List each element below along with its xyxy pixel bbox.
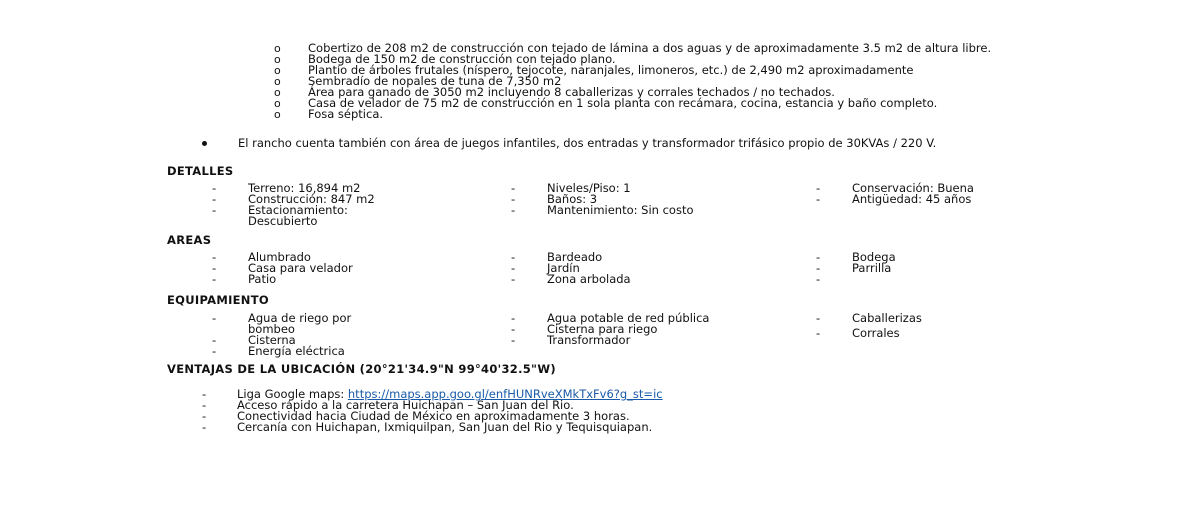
item-text: Mantenimiento: Sin costo <box>547 203 694 217</box>
dash-bullet-icon: - <box>511 192 516 206</box>
dash-bullet-icon: - <box>816 250 821 264</box>
list-item <box>212 274 458 285</box>
item-text: Parrilla <box>852 261 892 275</box>
main-bullet-item <box>232 138 1018 149</box>
item-text: Bardeado <box>547 250 603 264</box>
item-text: Jardín <box>547 261 580 275</box>
item-text: Agua de riego por bombeo <box>248 311 352 336</box>
detalles-column-2 <box>511 183 771 216</box>
sub-item-text: Plantío de árboles frutales (níspero, tejocote, naranjales, limoneros, etc.) de 2,490 m2 aproximadamente <box>308 63 914 77</box>
equipamiento-column-3 <box>816 313 1076 339</box>
dash-bullet-icon: - <box>511 322 516 336</box>
dash-bullet-icon: - <box>212 333 217 347</box>
sub-item-text: Área para ganado de 3050 m2 incluyendo 8 caballerizas y corrales techados / no techados. <box>308 85 835 99</box>
dash-bullet-icon: - <box>511 261 516 275</box>
google-maps-link[interactable]: https://maps.app.goo.gl/enfHUNRveXMkTxFv6?g_st=ic <box>347 387 663 401</box>
item-text: Caballerizas <box>852 311 922 325</box>
item-text: Corrales <box>852 326 900 340</box>
item-text: Casa para velador <box>248 261 353 275</box>
sub-item-text: Fosa séptica. <box>308 107 384 121</box>
dash-bullet-icon: - <box>212 181 217 195</box>
dash-bullet-icon: - <box>511 311 516 325</box>
item-text: Agua potable de red pública <box>547 311 710 325</box>
circle-bullet-icon: o <box>274 53 281 66</box>
sub-list-item <box>274 98 1034 109</box>
item-text: Cisterna para riego <box>547 322 658 336</box>
item-text: Acceso rápido a la carretera Huichapan – San Juan del Rio. <box>237 398 574 412</box>
dash-bullet-icon: - <box>511 272 516 286</box>
sub-list-item <box>274 109 1034 120</box>
detalles-column-3 <box>816 183 1076 205</box>
dash-bullet-icon: - <box>816 272 821 286</box>
list-item <box>212 205 398 227</box>
item-text: Baños: 3 <box>547 192 598 206</box>
list-item <box>816 194 1062 205</box>
item-text: Zona arbolada <box>547 272 631 286</box>
ventajas-heading: VENTAJAS DE LA UBICACIÓN (20°21'34.9"N 99°40'32.5"W) <box>167 362 556 376</box>
item-text: Niveles/Piso: 1 <box>547 181 631 195</box>
detalles-column-1 <box>212 183 472 227</box>
circle-bullet-icon: o <box>274 97 281 110</box>
item-text: Alumbrado <box>248 250 311 264</box>
sub-item-text: Bodega de 150 m2 de construcción con tejado plano. <box>308 52 616 66</box>
list-item <box>212 346 458 357</box>
equipamiento-heading: EQUIPAMIENTO <box>167 293 269 307</box>
sub-item-text: Casa de velador de 75 m2 de construcción en 1 sola planta con recámara, cocina, estancia y baño completo. <box>308 96 938 110</box>
sub-item-text: Sembradío de nopales de tuna de 7,350 m2 <box>308 74 562 88</box>
item-text: Bodega <box>852 250 896 264</box>
dash-bullet-icon: - <box>202 409 207 423</box>
list-item <box>511 335 757 346</box>
dash-bullet-icon: - <box>212 250 217 264</box>
list-item <box>816 263 1062 274</box>
dash-bullet-icon: - <box>816 261 821 275</box>
sub-bullet-list <box>274 43 1034 120</box>
equipamiento-column-1 <box>212 313 472 357</box>
dash-bullet-icon: - <box>212 203 217 217</box>
dash-bullet-icon: - <box>212 311 217 325</box>
equipamiento-column-2 <box>511 313 771 346</box>
dash-bullet-icon: - <box>511 203 516 217</box>
dash-bullet-icon: - <box>212 344 217 358</box>
areas-column-2 <box>511 252 771 285</box>
item-text: Cisterna <box>248 333 296 347</box>
list-item <box>816 328 1062 339</box>
ventajas-list <box>202 389 1102 433</box>
circle-bullet-icon: o <box>274 64 281 77</box>
item-text: Energía eléctrica <box>248 344 345 358</box>
item-text: Conectividad hacia Ciudad de México en aproximadamente 3 horas. <box>237 409 630 423</box>
item-text: Conservación: Buena <box>852 181 974 195</box>
main-bullet-text: El rancho cuenta también con área de juegos infantiles, dos entradas y transformador trifásico propio de 30KVAs / 220 V. <box>238 136 937 150</box>
list-item <box>816 313 1062 324</box>
dash-bullet-icon: - <box>212 261 217 275</box>
circle-bullet-icon: o <box>274 75 281 88</box>
areas-heading: AREAS <box>167 233 212 247</box>
circle-bullet-icon: o <box>274 86 281 99</box>
link-prefix-text: Liga Google maps: <box>237 387 348 401</box>
list-item <box>511 274 757 285</box>
dash-bullet-icon: - <box>212 192 217 206</box>
detalles-heading: DETALLES <box>167 164 234 178</box>
item-text: Cercanía con Huichapan, Ixmiquilpan, San Juan del Rio y Tequisquiapan. <box>237 420 653 434</box>
list-item <box>511 205 717 216</box>
item-text: Estacionamiento: Descubierto <box>248 203 348 228</box>
dash-bullet-icon: - <box>816 311 821 325</box>
circle-bullet-icon: o <box>274 42 281 55</box>
dash-bullet-icon: - <box>816 326 821 340</box>
item-text: Antigüedad: 45 años <box>852 192 972 206</box>
sub-item-text: Cobertizo de 208 m2 de construcción con tejado de lámina a dos aguas y de aproximadamente 3.5 m2 de altura libre. <box>308 41 992 55</box>
circle-bullet-icon: o <box>274 108 281 121</box>
dash-bullet-icon: - <box>816 192 821 206</box>
dash-bullet-icon: - <box>212 272 217 286</box>
list-item <box>202 422 1102 433</box>
dash-bullet-icon: - <box>511 181 516 195</box>
dash-bullet-icon: - <box>511 333 516 347</box>
bullet-dot-icon <box>202 141 207 146</box>
item-text: Terreno: 16,894 m2 <box>248 181 361 195</box>
dash-bullet-icon: - <box>202 420 207 434</box>
item-text: Transformador <box>547 333 631 347</box>
dash-bullet-icon: - <box>202 398 207 412</box>
list-item <box>212 313 398 335</box>
areas-column-1 <box>212 252 472 285</box>
item-text: Patio <box>248 272 277 286</box>
item-text: Construcción: 847 m2 <box>248 192 375 206</box>
areas-column-3 <box>816 250 1076 286</box>
dash-bullet-icon: - <box>202 387 207 401</box>
dash-bullet-icon: - <box>816 181 821 195</box>
dash-bullet-icon: - <box>511 250 516 264</box>
